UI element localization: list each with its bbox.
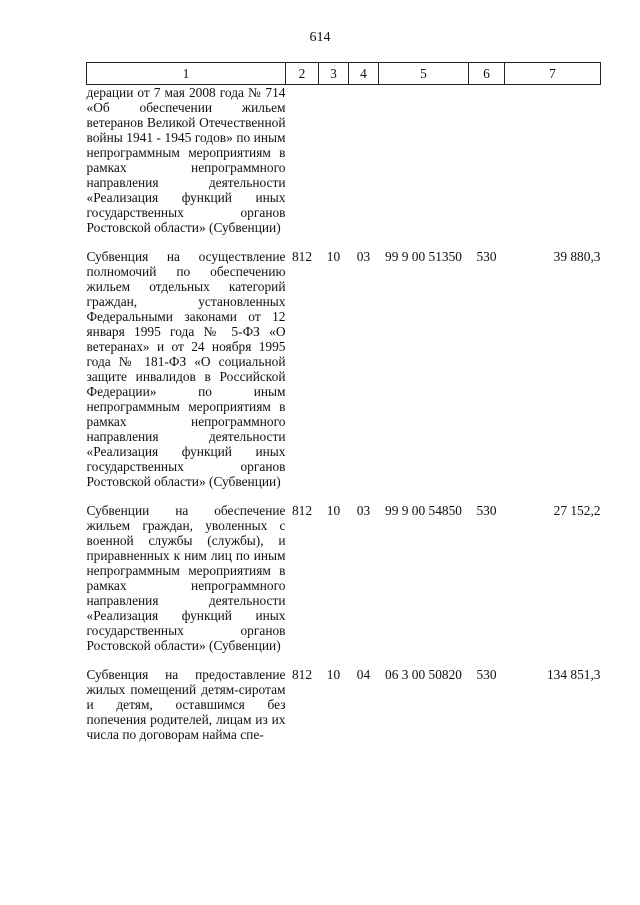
subsection-code — [349, 85, 379, 236]
expense-type-code: 530 — [476, 503, 497, 518]
row-description: Субвенция на осуществление полномочий по обеспечению жильем отдельных категорий граждан, установленных Федеральными законами от 12 января 1995 года № 5-ФЗ «О ветеранах» и от 24 ноября 1995 года № 181-ФЗ «О социальной защите инвалидов в Российской Федерации» по иным непрограммным мероприятиям в рамках непрограммного направления деятельности «Реализация функций иных государственных органов Ростовской области» (Субвенции) — [86, 249, 286, 489]
amount-value: 27 152,2 — [553, 503, 601, 518]
expense-type-code: 530 — [476, 249, 497, 264]
target-article-code: 99 9 00 54850 — [385, 503, 462, 518]
amount-value: 39 880,3 — [553, 249, 601, 264]
row-spacer — [87, 235, 601, 249]
expense-type-code: 530 — [476, 667, 497, 682]
column-header: 6 — [469, 63, 505, 85]
subsection-code: 03 — [356, 249, 371, 264]
ministry-code: 812 — [291, 249, 313, 264]
column-header: 5 — [379, 63, 469, 85]
column-header: 7 — [505, 63, 601, 85]
section-code: 10 — [326, 503, 341, 518]
row-spacer — [87, 489, 601, 503]
row-description: Субвенция на предоставление жилых помещений детям-сиротам и детям, оставшимся без попечения родителей, лицам из их числа по договорам найма спе- — [86, 667, 286, 742]
ministry-code — [286, 85, 319, 236]
page-number: 614 — [309, 30, 331, 45]
amount-value: 134 851,3 — [546, 667, 601, 682]
table-header-row — [87, 63, 601, 85]
column-header: 1 — [87, 63, 286, 85]
section-code: 10 — [326, 667, 341, 682]
column-header: 2 — [286, 63, 319, 85]
subsection-code: 03 — [356, 503, 371, 518]
expense-type-code — [469, 85, 505, 236]
table-row — [87, 667, 601, 742]
column-header: 4 — [349, 63, 379, 85]
section-code — [319, 85, 349, 236]
column-header: 3 — [319, 63, 349, 85]
table-row — [87, 85, 601, 236]
target-article-code: 99 9 00 51350 — [385, 249, 462, 264]
table-row — [87, 249, 601, 489]
target-article-code — [379, 85, 469, 236]
target-article-code: 06 3 00 50820 — [385, 667, 462, 682]
ministry-code: 812 — [291, 667, 313, 682]
table-row — [87, 503, 601, 653]
row-description: Субвенции на обеспечение жильем граждан, уволенных с военной службы (службы), и приравненных к ним лиц по иным непрограммным мероприятиям в рамках непрограммного направления деятельности «Реализация функций иных государственных органов Ростовской области» (Субвенции) — [86, 503, 286, 653]
amount-value — [505, 85, 601, 236]
ministry-code: 812 — [291, 503, 313, 518]
row-spacer — [87, 653, 601, 667]
row-description: дерации от 7 мая 2008 года № 714 «Об обеспечении жильем ветеранов Великой Отечественной войны 1941 - 1945 годов» по иным непрограммным мероприятиям в рамках непрограммного направления деятельности «Реализация функций иных государственных органов Ростовской области» (Субвенции) — [86, 85, 286, 235]
budget-table — [86, 62, 601, 742]
section-code: 10 — [326, 249, 341, 264]
subsection-code: 04 — [356, 667, 371, 682]
